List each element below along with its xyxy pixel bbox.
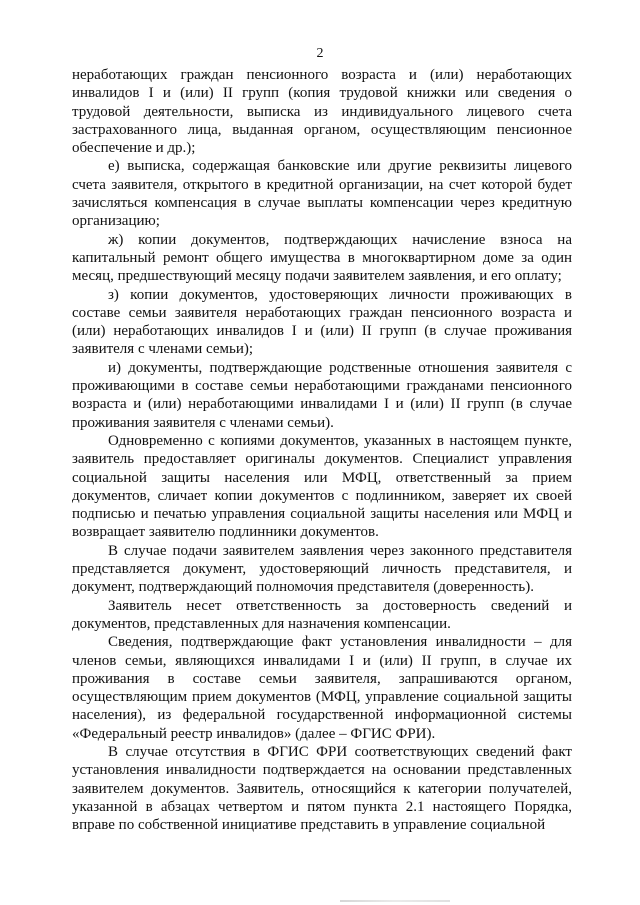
paragraph-originals: Одновременно с копиями документов, указанных в настоящем пункте, заявитель предоставляет оригиналы документов. Специалист управления социальной защиты населения или МФЦ, ответственный за прием документов, сличает копии документов с подлинником, заверяет их своей подписью и печатью управления социальной защиты населения или МФЦ и возвращает заявителю подлинники документов.: [72, 432, 572, 541]
paragraph-representative: В случае подачи заявителем заявления через законного представителя представляется документ, удостоверяющий личность представителя, и документ, подтверждающий полномочия представителя (доверенность).: [72, 542, 572, 596]
paragraph-continuation: неработающих граждан пенсионного возраста и (или) неработающих инвалидов I и (или) II групп (копия трудовой книжки или сведения о трудовой деятельности, выписка из индивидуального лицевого счета застрахованного лица, выданная органом, осуществляющим пенсионное обеспечение и др.);: [72, 67, 572, 157]
paragraph-item-z: з) копии документов, удостоверяющих личности проживающих в составе семьи заявителя неработающих граждан пенсионного возраста и (или) неработающих инвалидов I и (или) II групп (в случае проживания заявителя с членами семьи);: [72, 286, 572, 358]
document-body: [72, 66, 572, 834]
paragraph-item-zh: ж) копии документов, подтверждающих начисление взноса на капитальный ремонт общего имущества в многоквартирном доме за один месяц, предшествующий месяцу подачи заявителем заявления, и его оплату;: [72, 231, 572, 285]
page-number: 2: [316, 46, 324, 61]
scan-artifact: [340, 900, 450, 902]
paragraph-disability-info: Сведения, подтверждающие факт установления инвалидности – для членов семьи, являющихся инвалидами I и (или) II групп, в случае их проживания в составе семьи заявителя, запрашиваются органом, осуществляющим прием документов (МФЦ, управление социальной защиты населения), из федеральной государственной информационной системы «Федеральный реестр инвалидов» (далее – ФГИС ФРИ).: [72, 634, 572, 742]
paragraph-item-i: и) документы, подтверждающие родственные отношения заявителя с проживающими в составе семьи неработающими гражданами пенсионного возраста и (или) неработающими инвалидами I и (или) II групп (в случае проживания заявителя с членами семьи).: [72, 359, 572, 431]
paragraph-item-e: е) выписка, содержащая банковские или другие реквизиты лицевого счета заявителя, открытого в кредитной организации, на счет которой будет зачисляться компенсация в случае выплаты компенсации через кредитную организацию;: [72, 158, 572, 230]
paragraph-responsibility: Заявитель несет ответственность за достоверность сведений и документов, представленных для назначения компенсации.: [72, 597, 572, 632]
paragraph-fgis-absence: В случае отсутствия в ФГИС ФРИ соответствующих сведений факт установления инвалидности подтверждается на основании представленных заявителем документов. Заявитель, относящийся к категории получателей, указанной в абзацах четвертом и пятом пункта 2.1 настоящего Порядка, вправе по собственной инициативе представить в управление социальной: [72, 743, 572, 834]
